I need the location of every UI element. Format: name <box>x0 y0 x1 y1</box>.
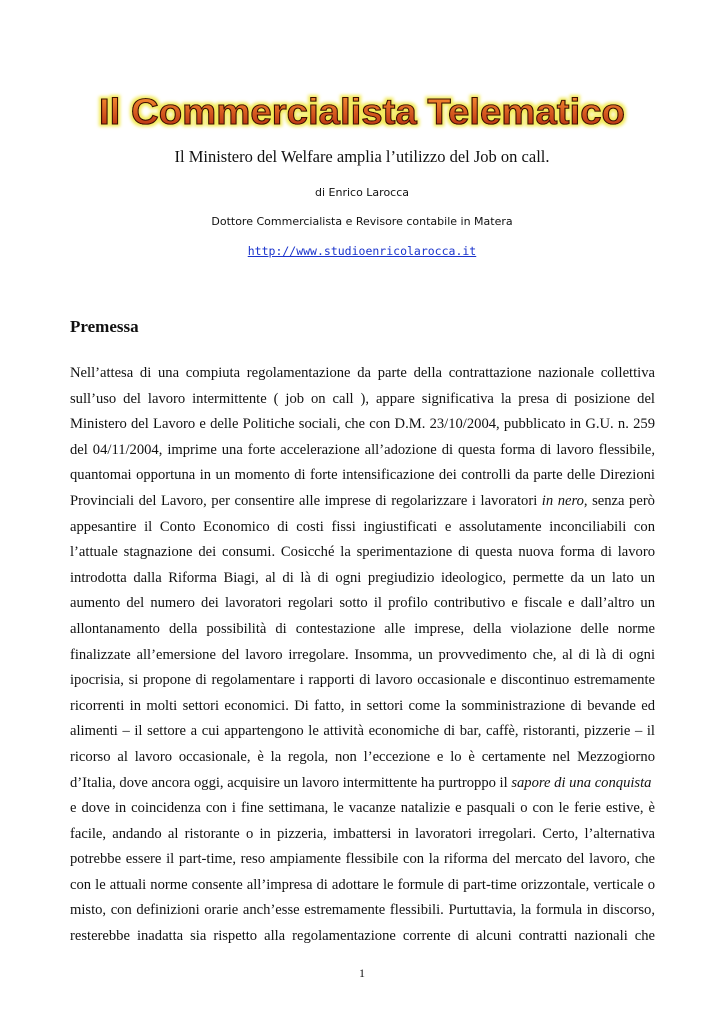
paragraph-line: con le attuali norme consente all’impresa di adottare le formule di part-time orizzontale, verticale o <box>70 876 655 893</box>
paragraph-line: sull’uso del lavoro intermittente ( job on call ), appare significativa la presa di posizione del <box>70 390 655 407</box>
logo-text: Il Commercialista Telematico <box>99 91 625 132</box>
article-author: di Enrico Larocca <box>314 186 410 199</box>
paragraph-line: quantomai opportuna in un momento di forte intensificazione dei controlli da parte delle Direzioni <box>70 467 655 484</box>
paragraph-line: facile, andando al ristorante o in pizzeria, imbattersi in lavoratori irregolari. Certo, l’alternativa <box>70 825 655 842</box>
paragraph-line: ricorrenti in molti settori economici. Di fatto, in settori come la somministrazione di bevande ed <box>70 697 655 714</box>
paragraph-line: aumento del numero dei lavoratori regolari sotto il profilo contributivo e fiscale e dall’altro un <box>70 595 655 612</box>
paragraph-line: resterebbe inadatta sia rispetto alla regolamentazione corrente di alcuni contratti nazionali che <box>70 928 655 945</box>
logo <box>92 86 632 136</box>
logo-graphic <box>92 86 632 136</box>
paragraph-line: ipocrisia, si propone di regolamentare i rapporti di lavoro occasionale e discontinuo estremamente <box>70 672 655 689</box>
paragraph-line: alimenti – il settore a cui appartengono le attività economiche di bar, caffè, ristoranti, pizzerie – il <box>70 723 655 740</box>
text-segment: d’Italia, dove ancora oggi, acquisire un lavoro intermittente ha purtroppo il <box>70 774 512 791</box>
paragraph-line: allontanamento della possibilità di contestazione alle imprese, della violazione delle norme <box>70 620 655 637</box>
paragraph-line <box>70 771 655 797</box>
paragraph-line <box>70 489 655 515</box>
text-segment: Provinciali del Lavoro, per consentire alle imprese di regolarizzare i lavoratori <box>70 492 542 509</box>
italic-phrase: sapore di una conquista <box>511 774 652 791</box>
italic-phrase: in nero <box>541 492 584 509</box>
paragraph-line: appesantire il Conto Economico di costi fissi ingiustificati e assolutamente inconciliabili con <box>70 518 655 535</box>
text-segment: , senza però <box>583 492 655 509</box>
article-title: Il Ministero del Welfare amplia l’utilizzo del Job on call. <box>174 147 550 166</box>
section-heading: Premessa <box>70 317 139 336</box>
paragraph-line: finalizzate all’emersione del lavoro irregolare. Insomma, un provvedimento che, al di là di ogni <box>70 646 655 663</box>
body-text <box>70 361 655 950</box>
paragraph-line: misto, con definizioni orarie anch’esse estremamente flessibili. Purtuttavia, la formula in discorso, <box>70 902 655 919</box>
paragraph-line: l’attuale stagnazione dei consumi. Cosicché la sperimentazione di questa nuova forma di lavoro <box>70 544 655 561</box>
author-role: Dottore Commercialista e Revisore contabile in Matera <box>211 215 513 228</box>
paragraph-line: ricorso al lavoro occasionale, è la regola, non l’eccezione e lo è certamente nel Mezzogiorno <box>70 748 655 765</box>
paragraph-line: e dove in coincidenza con i fine settimana, le vacanze natalizie e pasquali o con le ferie estive, è <box>70 800 655 817</box>
paragraph-line: del 04/11/2004, imprime una forte accelerazione all’adozione di questa forma di lavoro flessibile, <box>70 441 655 458</box>
website-link-container <box>0 244 724 258</box>
paragraph-line: Nell’attesa di una compiuta regolamentazione da parte della contrattazione nazionale collettiva <box>70 365 655 381</box>
paragraph-line: introdotta dalla Riforma Biagi, al di là di ogni pregiudizio ideologico, permette da un lato un <box>70 569 655 586</box>
page-number: 1 <box>359 966 365 980</box>
website-link[interactable]: http://www.studioenricolarocca.it <box>247 244 477 258</box>
paragraph-line: Ministero del Lavoro e delle Politiche sociali, che con D.M. 23/10/2004, pubblicato in G.U. n. 259 <box>70 416 655 433</box>
paragraph-line: potrebbe essere il part-time, reso ampiamente flessibile con la riforma del mercato del lavoro, che <box>70 851 655 868</box>
